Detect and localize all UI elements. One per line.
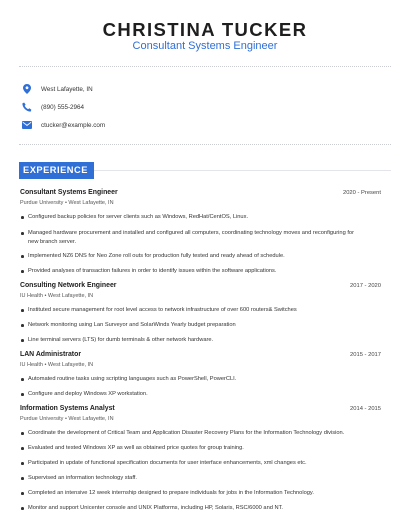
job-org: Purdue University	[20, 416, 64, 422]
bullet-dot-icon	[21, 216, 24, 219]
resume-page: CHRISTINA TUCKER Consultant Systems Engineer West Lafayette, IN (890) 555-2964 ctucker@example.com EXPERIENCE Consultant Systems Engineer 2020 - Present Purdue University • West Lafayette, IN Configured backup policies for server clients such as Windows, RedHat/CentOS, Linux. Managed hardware procurement and installed and configured all computers, coordinating technology moves and reconfiguring for new branch server. Implemented NZ6 DNS for Neo Zone roll outs for production fully tested and ready ahead of schedule. Provided analyses of transaction failures in order to identify issues within the software applications. Consulting Network Engineer 2017 - 2020 IU Health • West Lafayette, IN Instituted secure management for root level access to network infrastructure of over 600 routers& Switches Network monitoring using Lan Surveyor and SolarWinds Yearly budget preparation Line terminal servers (LTS) for dumb terminals & other network hardware. LAN Administrator 2015 - 2017 IU Health • West Lafayette, IN Automated routine tasks using scripting languages such as PowerShell, PowerCLI. Configure and deploy Windows XP workstation. Information Systems Analyst 2014 - 2015 Purdue University • West Lafayette, IN Coordinate the development of Critical Team and Application Disaster Recovery Plans for the Information Technology division. Evaluated and tested Windows XP as well as obtained price quotes for group training. Participated in update of functional specification documents for user interface enhancements, xml changes etc. Supervised an information technology staff. Completed an intensive 12 week internship designed to prepare individuals for jobs in the Information Technology. Monitor and support Unicenter console and UNIX Platforms, including HP, Solaris, RSC/6000 and NT.	[0, 0, 410, 530]
job-dates: 2020 - Present	[342, 190, 381, 196]
bullet-dot-icon	[21, 432, 24, 435]
bullet-dot-icon	[21, 339, 24, 342]
experience-heading: EXPERIENCE	[23, 165, 88, 175]
job-title: Information Systems Analyst	[20, 405, 115, 412]
job-location: West Lafayette, IN	[68, 416, 114, 422]
job-org: IU Health	[20, 293, 43, 299]
job-dates: 2014 - 2015	[350, 406, 381, 412]
job-org-line: Purdue University • West Lafayette, IN	[20, 200, 114, 206]
bullet-dot-icon	[21, 232, 24, 235]
job-dates: 2015 - 2017	[350, 352, 381, 358]
phone-icon	[21, 101, 33, 113]
job-org-line: IU Health • West Lafayette, IN	[20, 362, 94, 368]
location-pin-icon	[21, 83, 33, 95]
bullet-dot-icon	[21, 324, 24, 327]
experience-heading-rule	[94, 170, 391, 171]
contact-email[interactable]	[21, 118, 105, 132]
job-dates: 2017 - 2020	[350, 283, 381, 289]
contact-phone-text: (890) 555-2964	[41, 103, 85, 111]
email-icon	[21, 119, 33, 131]
candidate-name: CHRISTINA TUCKER	[102, 19, 308, 40]
contact-location-text: West Lafayette, IN	[41, 85, 93, 93]
candidate-title: Consultant Systems Engineer	[132, 40, 278, 52]
contact-email-text[interactable]: ctucker@example.com	[41, 121, 106, 129]
bullet-dot-icon	[21, 447, 24, 450]
bullet-dot-icon	[21, 492, 24, 495]
bullet-dot-icon	[21, 255, 24, 258]
bullet-dot-icon	[21, 378, 24, 381]
job-title: Consulting Network Engineer	[20, 282, 117, 289]
experience-heading-bar	[19, 162, 94, 179]
contact-divider	[19, 144, 391, 145]
bullet-dot-icon	[21, 393, 24, 396]
header-divider	[19, 66, 391, 67]
job-title: Consultant Systems Engineer	[20, 189, 118, 196]
job-location: West Lafayette, IN	[68, 200, 114, 206]
bullet-dot-icon	[21, 270, 24, 273]
job-location: West Lafayette, IN	[47, 362, 94, 368]
contact-phone	[21, 100, 84, 114]
bullet-dot-icon	[21, 477, 24, 480]
job-org: Purdue University	[20, 200, 64, 206]
job-location: West Lafayette, IN	[47, 293, 94, 299]
job-org-line: IU Health • West Lafayette, IN	[20, 293, 94, 299]
contact-location	[21, 82, 93, 96]
bullet-dot-icon	[21, 309, 24, 312]
job-org: IU Health	[20, 362, 43, 368]
bullet-dot-icon	[21, 507, 24, 510]
job-title: LAN Administrator	[20, 351, 81, 358]
bullet-dot-icon	[21, 462, 24, 465]
job-org-line: Purdue University • West Lafayette, IN	[20, 416, 114, 422]
